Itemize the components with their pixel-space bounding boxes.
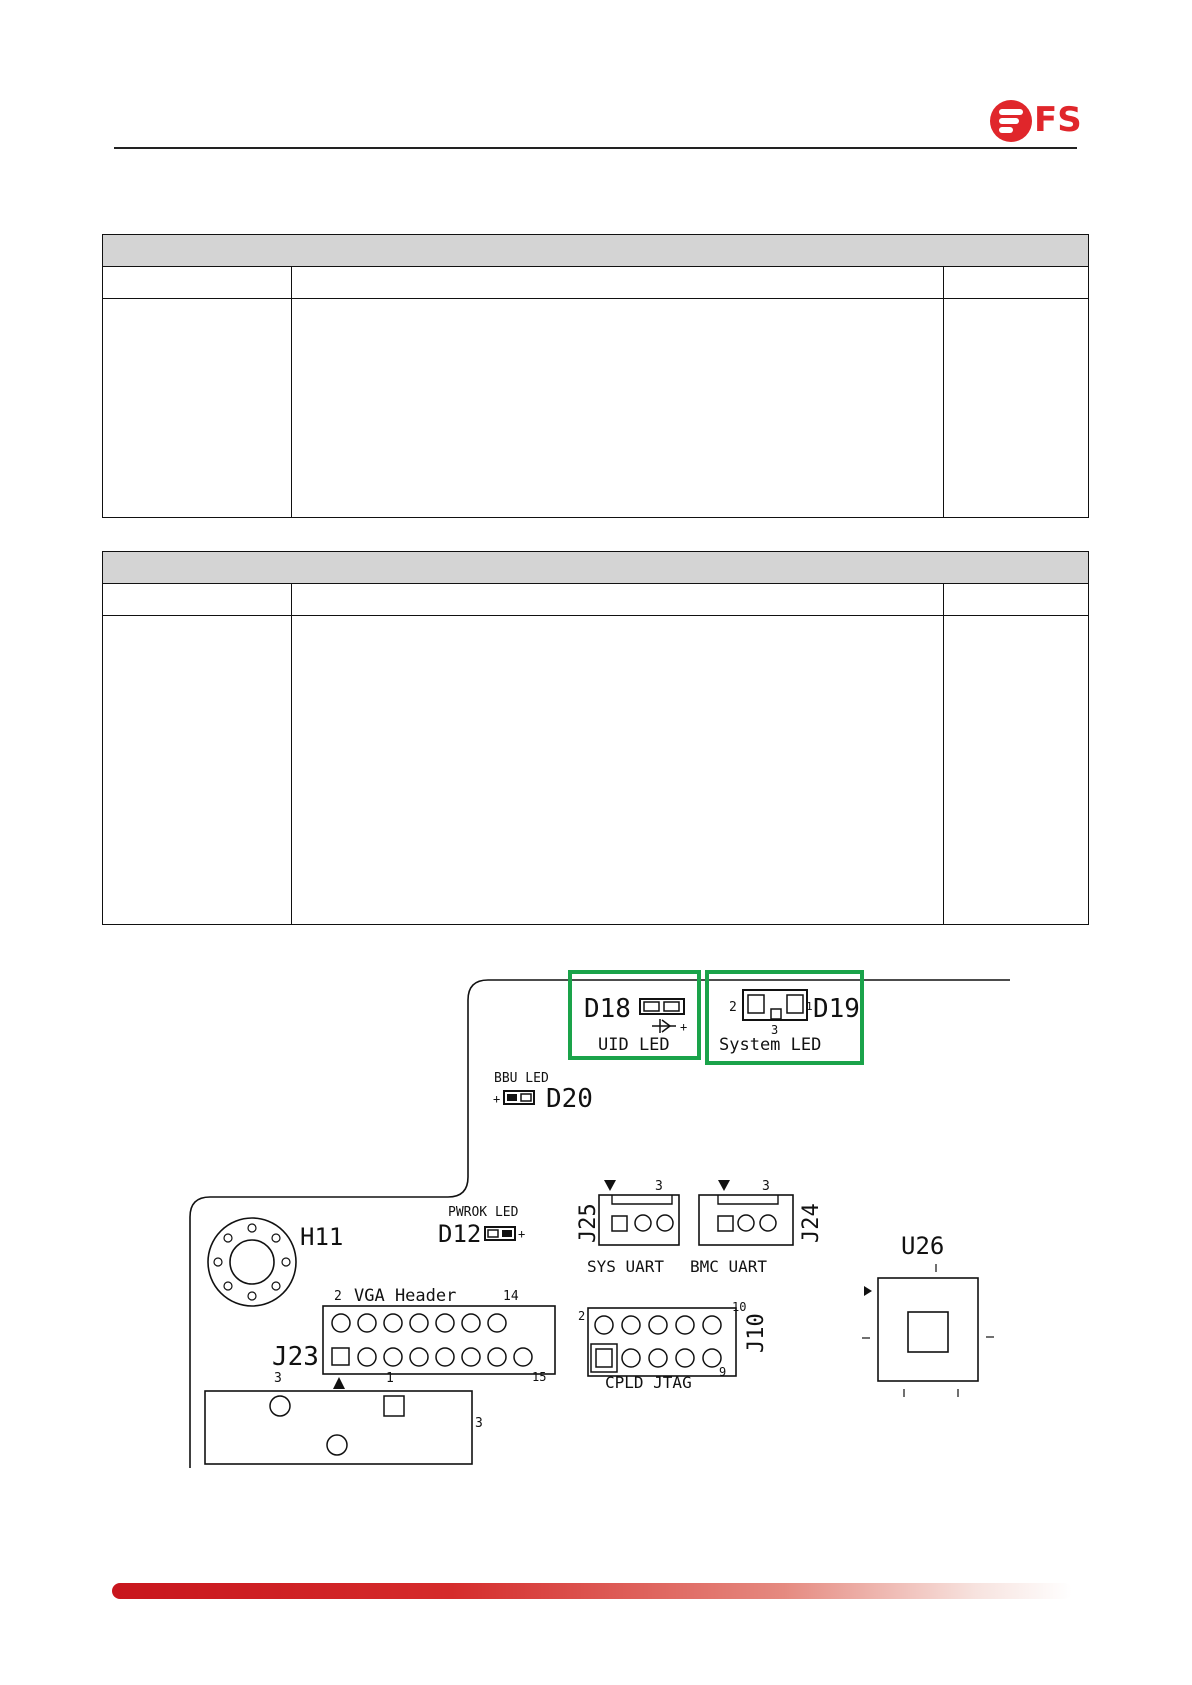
j23-pin-row-bottom	[332, 1348, 532, 1366]
d19-label: D19	[813, 994, 860, 1024]
j10-pins	[591, 1316, 721, 1372]
j10-pin9: 9	[719, 1365, 727, 1379]
j24-pin1-marker	[718, 1180, 730, 1191]
j25-pin3: 3	[655, 1179, 663, 1194]
table-header-cell	[292, 584, 944, 616]
table-cell	[944, 616, 1089, 925]
j23-pin-row-top	[332, 1314, 506, 1332]
vga-pin14: 14	[503, 1289, 519, 1304]
d19-pin2: 2	[729, 1000, 737, 1015]
table-caption-row	[103, 235, 1089, 267]
table-row	[103, 616, 1089, 925]
table-cell	[944, 299, 1089, 518]
d12-plus: +	[518, 1227, 526, 1241]
j10-pin10: 10	[732, 1300, 747, 1314]
board-layout-diagram	[0, 940, 1192, 1480]
j25-label: J25	[576, 1203, 601, 1243]
table-header-row	[103, 584, 1089, 616]
j25-footprint	[599, 1195, 679, 1245]
sys-uart-label: SYS UART	[587, 1257, 665, 1276]
table-header-cell	[103, 584, 292, 616]
pwrok-led-label: PWROK LED	[448, 1205, 519, 1220]
j10-pin2: 2	[578, 1309, 586, 1323]
d19-pin1: 1	[806, 1000, 813, 1013]
conn-pin3: 3	[274, 1371, 282, 1386]
table-cell	[292, 299, 944, 518]
conn-side3: 3	[475, 1416, 483, 1431]
d18-plus: +	[680, 1020, 688, 1034]
d12-label: D12	[438, 1220, 482, 1248]
d20-label: D20	[546, 1084, 593, 1114]
table-header-cell	[944, 267, 1089, 299]
vga-header-label: VGA Header	[354, 1286, 457, 1306]
d19-pin3: 3	[771, 1023, 779, 1037]
table-cell	[103, 616, 292, 925]
j25-pin1-marker	[604, 1180, 616, 1191]
j24-label: J24	[799, 1203, 824, 1243]
system-led-label: System LED	[719, 1035, 822, 1055]
mounting-hole-h11	[208, 1218, 296, 1306]
table-header-cell	[292, 267, 944, 299]
bmc-uart-label: BMC UART	[690, 1257, 768, 1276]
table-header-row	[103, 267, 1089, 299]
footer-accent-bar	[112, 1583, 1072, 1599]
j23-label: J23	[272, 1342, 319, 1372]
table-caption	[103, 552, 1089, 584]
table-caption-row	[103, 552, 1089, 584]
table-caption	[103, 235, 1089, 267]
table-cell	[292, 616, 944, 925]
j24-pin3: 3	[762, 1179, 770, 1194]
spec-table-1	[102, 234, 1089, 518]
brand-name: FS	[1034, 100, 1082, 140]
u26-label: U26	[901, 1232, 945, 1260]
bottom-connector	[205, 1391, 472, 1464]
bbu-led-label: BBU LED	[494, 1071, 549, 1086]
vga-pin15: 15	[532, 1370, 547, 1384]
uid-led-label: UID LED	[598, 1035, 670, 1055]
conn-pin1: 1	[386, 1371, 394, 1386]
vga-pin2: 2	[334, 1289, 342, 1304]
table-header-cell	[103, 267, 292, 299]
cpld-jtag-label: CPLD JTAG	[605, 1373, 692, 1392]
d20-plus: +	[493, 1092, 501, 1106]
h11-label: H11	[300, 1223, 344, 1251]
table-row	[103, 299, 1089, 518]
u26-chip	[862, 1264, 994, 1397]
j24-footprint	[699, 1195, 793, 1245]
j10-label: J10	[744, 1313, 769, 1353]
diode-icon	[652, 1019, 676, 1033]
d18-label: D18	[584, 994, 631, 1024]
table-cell	[103, 299, 292, 518]
spec-table-2	[102, 551, 1089, 925]
header-rule	[114, 147, 1077, 149]
j23-pin1-marker	[333, 1377, 345, 1389]
table-header-cell	[944, 584, 1089, 616]
